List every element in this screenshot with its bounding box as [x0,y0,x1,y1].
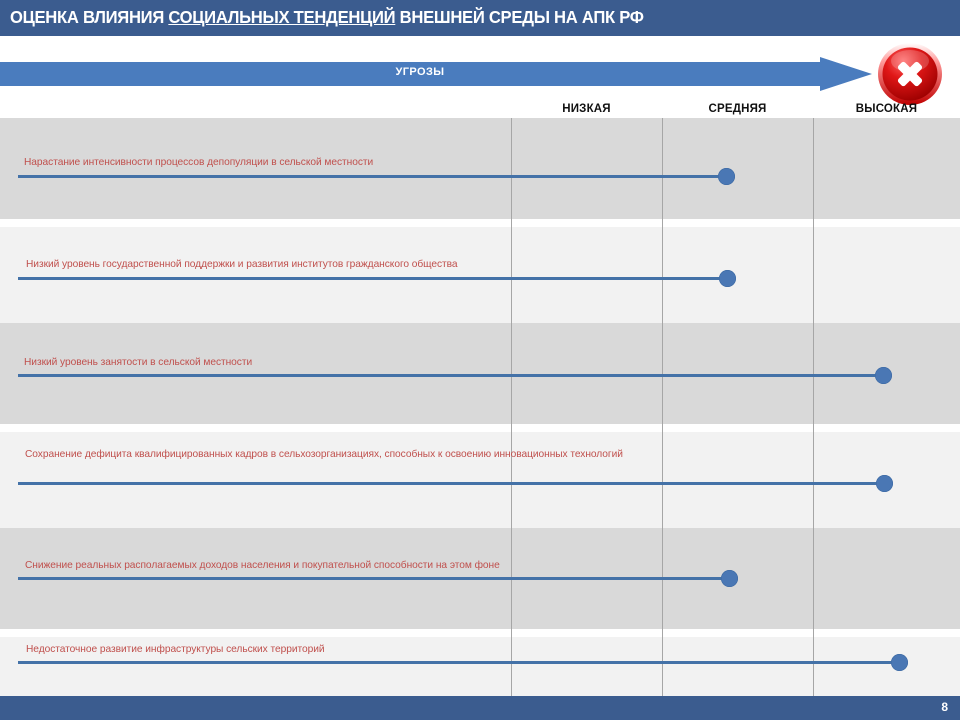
title-part-underlined: СОЦИАЛЬНЫХ ТЕНДЕНЦИЙ [168,7,396,27]
row-band [0,227,960,323]
row-band [0,432,960,528]
slide-footer-bar [0,696,960,720]
scale-label-low: НИЗКАЯ [562,103,611,115]
gridline-low [511,118,512,696]
row-label: Низкий уровень занятости в сельской местности [24,357,253,368]
row-value-marker[interactable] [721,570,738,587]
row-label: Нарастание интенсивности процессов депопуляции в сельской местности [24,157,374,168]
row-bar [18,661,899,664]
row-value-marker[interactable] [719,270,736,287]
row-value-marker[interactable] [876,475,893,492]
row-label: Сохранение дефицита квалифицированных кадров в сельхозорганизациях, способных к освоению инновационных технологий [25,449,623,460]
title-part-2: ВНЕШНЕЙ СРЕДЫ НА АПК РФ [395,7,644,27]
row-bar [18,374,883,377]
threats-arrow [0,57,872,91]
scale-label-medium: СРЕДНЯЯ [708,103,767,115]
row-label: Низкий уровень государственной поддержки и развития институтов гражданского общества [26,259,458,270]
gridline-high [813,118,814,696]
row-bar [18,577,729,580]
title-part-1: ОЦЕНКА ВЛИЯНИЯ [10,7,169,27]
row-bar [18,277,727,280]
scale-label-high: ВЫСОКАЯ [855,103,918,115]
row-value-marker[interactable] [718,168,735,185]
threats-matrix-plot [0,118,960,696]
red-x-badge-icon [877,42,943,106]
slide-title-bar [0,0,960,36]
row-bar [18,175,726,178]
row-value-marker[interactable] [891,654,908,671]
row-value-marker[interactable] [875,367,892,384]
row-label: Снижение реальных располагаемых доходов населения и покупательной способности на этом фоне [25,560,500,571]
arrow-label: УГРОЗЫ [395,66,445,78]
row-label: Недостаточное развитие инфраструктуры сельских территорий [26,644,325,655]
gridline-medium [662,118,663,696]
row-bar [18,482,884,485]
page-number: 8 [941,700,948,714]
page-title [10,7,644,28]
